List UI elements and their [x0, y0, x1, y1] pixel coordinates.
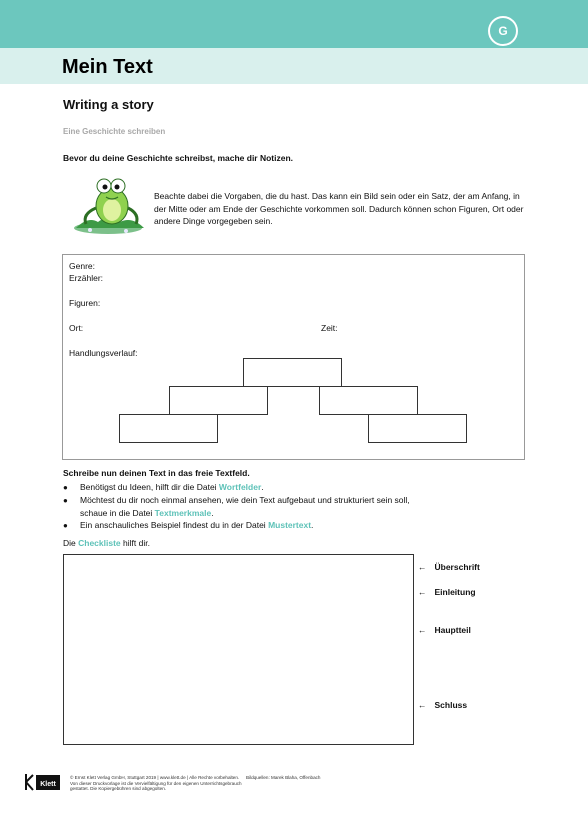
notes-box[interactable] [62, 254, 525, 460]
instruction-text: Bevor du deine Geschichte schreibst, mache dir Notizen. [63, 153, 294, 163]
mark-intro [418, 587, 476, 597]
bullet-text-end: . [211, 508, 214, 518]
bullet-text: Möchtest du dir noch einmal ansehen, wie dein Text aufgebaut und strukturiert sein soll, [80, 495, 410, 505]
arrow-left-icon: ← [418, 587, 427, 597]
link-textmerkmale[interactable]: Textmerkmale [154, 508, 212, 518]
bullet-text-end: . [311, 520, 314, 530]
place-label: Ort: [69, 323, 84, 333]
worksheet-subtitle: Writing a story [63, 97, 154, 112]
bullet-icon: ● [63, 483, 68, 492]
characters-label: Figuren: [69, 298, 101, 308]
worksheet-subtitle-german: Eine Geschichte schreiben [63, 127, 166, 136]
mark-intro-label: Einleitung [434, 587, 476, 597]
plot-box-fall[interactable] [319, 386, 418, 415]
narrator-label: Erzähler: [69, 273, 104, 283]
bullet-text-end: . [261, 482, 264, 492]
arrow-left-icon: ← [418, 562, 427, 572]
bullet-text-line2: schaue in die Datei [80, 508, 155, 518]
arrow-left-icon: ← [418, 700, 427, 710]
footer-legal: © Ernst Klett Verlag GmbH, Stuttgart 2019 | www.klett.de | Alle Rechte vorbehalten. Von dieser Druckvorlage ist die Vervielfältigung für den eigenen Unterrichtsgebrauch gestattet. Die Kopiergebühren sind abgegolten. [70, 775, 242, 792]
link-checkliste[interactable]: Checkliste [78, 538, 121, 548]
mark-heading [418, 562, 480, 572]
story-text-field[interactable] [63, 554, 414, 745]
link-mustertext[interactable]: Mustertext [268, 520, 312, 530]
footer-credits: Bildquellen: Marek Blaha, Offenbach [246, 775, 321, 780]
mark-main-label: Hauptteil [434, 625, 471, 635]
writing-heading: Schreibe nun deinen Text in das freie Textfeld. [63, 468, 250, 478]
link-wortfelder[interactable]: Wortfelder [218, 482, 262, 492]
mark-end [418, 700, 467, 710]
genre-label: Genre: [69, 261, 95, 271]
checklist-text: Die [63, 538, 79, 548]
level-badge: G [488, 16, 518, 46]
checklist-text-end: hilft dir. [120, 538, 150, 548]
bullet-icon: ● [63, 521, 68, 530]
plot-box-end[interactable] [368, 414, 467, 443]
bullet-icon: ● [63, 496, 68, 505]
mark-heading-label: Überschrift [434, 562, 480, 572]
frog-illustration [68, 170, 150, 236]
mark-end-label: Schluss [434, 700, 468, 710]
hint-paragraph: Beachte dabei die Vorgaben, die du hast. Das kann ein Bild sein oder ein Satz, der am Anfang, in der Mitte oder am Ende der Geschichte vorkommen soll. Dadurch können schon Figuren, Ort oder andere Dinge vorgegeben sein. [154, 191, 524, 226]
mark-main [418, 625, 471, 635]
plot-box-rise[interactable] [169, 386, 268, 415]
time-label: Zeit: [321, 323, 338, 333]
klett-logo [24, 772, 62, 792]
page-title: Mein Text [62, 56, 153, 78]
bullet-text: Ein anschauliches Beispiel findest du in der Datei [80, 520, 269, 530]
plot-box-climax[interactable] [243, 358, 342, 387]
checklist-hint [63, 538, 150, 548]
svg-text:Klett: Klett [40, 781, 56, 788]
plot-box-start[interactable] [119, 414, 218, 443]
arrow-left-icon: ← [418, 625, 427, 635]
bullet-text: Benötigst du Ideen, hilft dir die Datei [80, 482, 219, 492]
plot-label: Handlungsverlauf: [69, 348, 138, 358]
